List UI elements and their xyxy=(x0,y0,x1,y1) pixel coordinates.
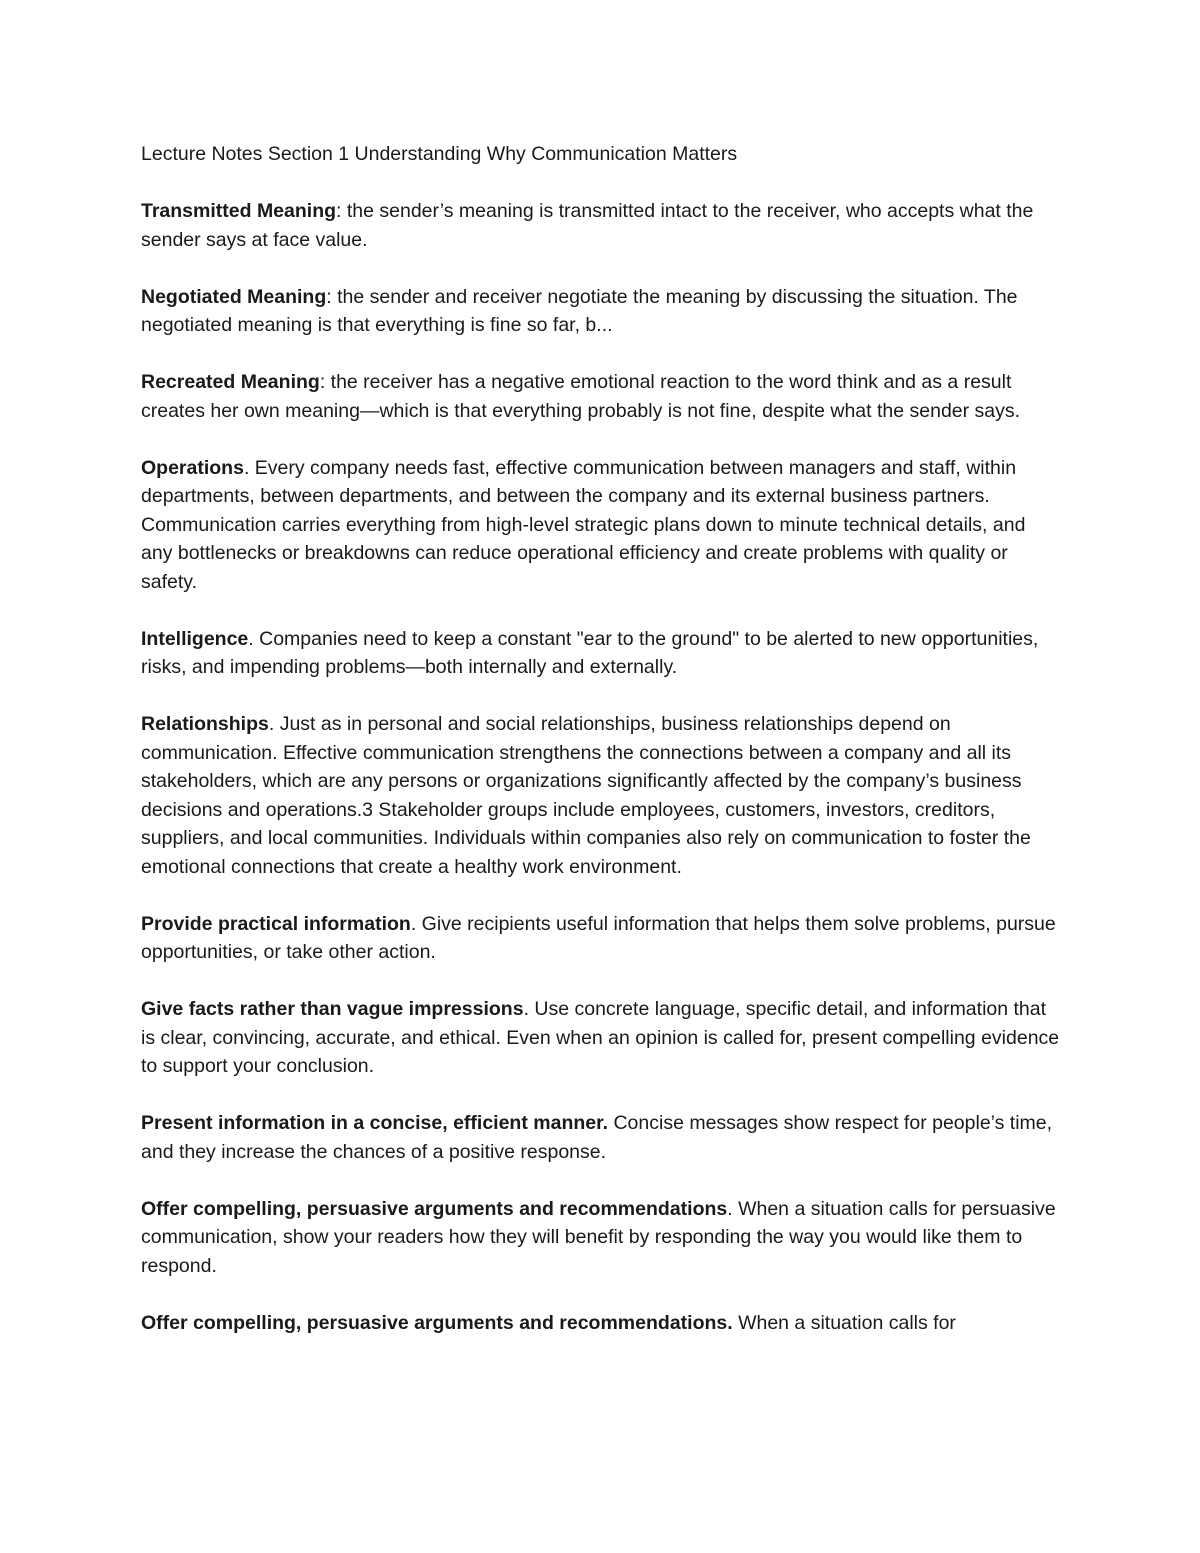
paragraph-term: Present information in a concise, efficient manner. xyxy=(141,1112,609,1134)
paragraph-term: Negotiated Meaning xyxy=(141,285,327,308)
paragraph-body: Concise messages show respect for people’s time, and they increase the chances of a positive response. xyxy=(141,1112,1053,1163)
paragraph-concise xyxy=(141,1109,1061,1166)
paragraph-separator: : xyxy=(336,200,342,222)
paragraph-separator: . xyxy=(268,713,275,735)
paragraph-body: Every company needs fast, effective communication between managers and staff, within departments, between departments, and between the company and its external business partners. Communication carries everything from high-level strategic plans down to minute technical details, and any bottlenecks or breakdowns can reduce operational efficiency and create problems with quality or safety. xyxy=(141,456,1026,593)
paragraph-separator: : xyxy=(326,285,332,308)
paragraph-facts xyxy=(141,995,1061,1081)
paragraph-body: Companies need to keep a constant "ear to the ground" to be alerted to new opportunities, risks, and impending problems—both internally and externally. xyxy=(141,627,1039,678)
paragraph-body: the sender and receiver negotiate the meaning by discussing the situation. The negotiated meaning is that everything is fine so far, b... xyxy=(141,285,1018,336)
paragraph-separator: . xyxy=(243,456,250,479)
paragraph-term: Transmitted Meaning xyxy=(141,200,337,222)
paragraph-term: Offer compelling, persuasive arguments and recommendations xyxy=(141,1197,728,1220)
paragraph-intelligence xyxy=(141,625,1061,682)
paragraph-recreated-meaning xyxy=(141,368,1061,425)
paragraph-separator: . xyxy=(523,998,529,1020)
paragraph-negotiated-meaning xyxy=(141,283,1061,340)
paragraph-body: the sender’s meaning is transmitted intact to the receiver, who accepts what the sender says at face value. xyxy=(141,200,1034,251)
paragraph-term: Provide practical information xyxy=(141,912,411,935)
paragraph-body: When a situation calls for xyxy=(732,1311,956,1334)
paragraph-separator: . xyxy=(248,627,254,650)
paragraph-body: Give recipients useful information that helps them solve problems, pursue opportunities, or take other action. xyxy=(141,912,1056,963)
paragraph-persuasive-arguments xyxy=(141,1195,1061,1281)
paragraph-relationships xyxy=(141,710,1061,881)
paragraph-persuasive-arguments-repeat xyxy=(141,1309,1061,1338)
paragraph-separator: : xyxy=(319,371,326,393)
paragraph-term: Relationships xyxy=(141,713,269,735)
paragraph-practical-information xyxy=(141,910,1061,967)
paragraph-transmitted-meaning xyxy=(141,197,1061,254)
paragraph-body: Use concrete language, specific detail, and information that is clear, convincing, accurate, and ethical. Even when an opinion is called for, present compelling evidence to support your conclusion. xyxy=(141,998,1060,1077)
paragraph-body: the receiver has a negative emotional reaction to the word think and as a result creates her own meaning—which is that everything probably is not fine, despite what the sender says. xyxy=(141,371,1021,422)
paragraph-term: Offer compelling, persuasive arguments and recommendations. xyxy=(141,1311,733,1334)
paragraph-term: Give facts rather than vague impressions xyxy=(141,998,524,1020)
document-title: Lecture Notes Section 1 Understanding Why Communication Matters xyxy=(141,143,738,165)
paragraph-operations xyxy=(141,454,1061,597)
paragraph-separator: . xyxy=(727,1197,733,1220)
paragraph-term: Recreated Meaning xyxy=(141,371,320,393)
paragraph-body: Just as in personal and social relationships, business relationships depend on communication. Effective communication strengthens the connections between a company and all its stakeholders, which are any persons or organizations significantly affected by the company’s business decisions and operations.3 Stakeholder groups include employees, customers, investors, creditors, suppliers, and local communities. Individuals within companies also rely on communication to foster the emotional connections that create a healthy work environment. xyxy=(141,713,1031,878)
paragraph-term: Intelligence xyxy=(141,627,249,650)
paragraph-term: Operations xyxy=(141,456,244,479)
document-page xyxy=(141,140,1061,1366)
paragraph-body: When a situation calls for persuasive communication, show your readers how they will benefit by responding the way you would like them to respond. xyxy=(141,1197,1056,1277)
paragraph-separator: . xyxy=(410,912,417,935)
